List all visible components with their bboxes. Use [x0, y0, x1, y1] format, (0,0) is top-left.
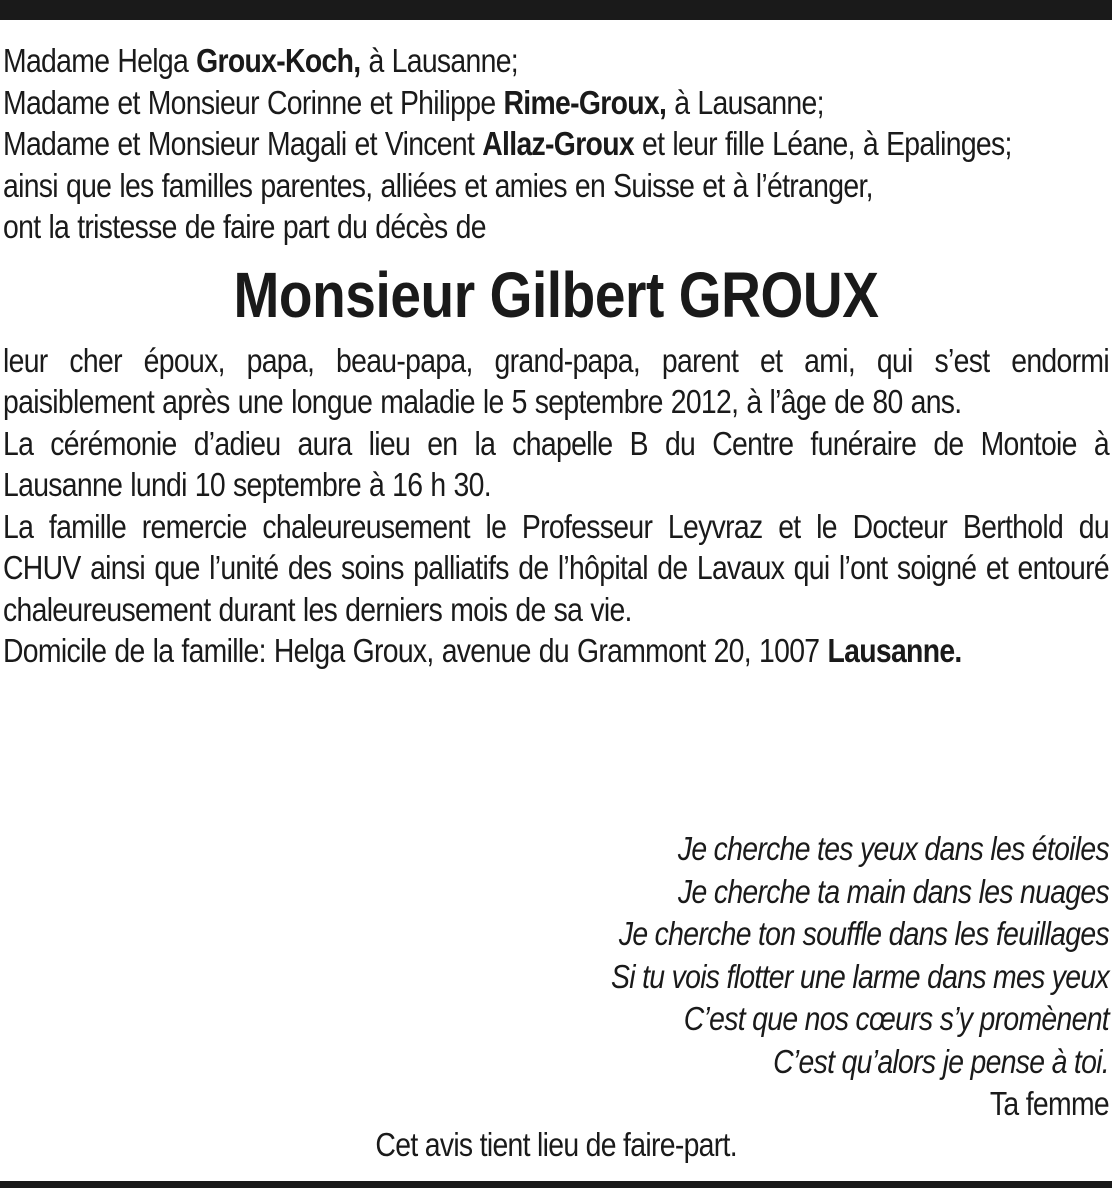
family-line-2: Madame et Monsieur Corinne et Philippe Rime-Groux, à Lausanne;	[3, 83, 824, 121]
obituary-body	[3, 40, 1109, 672]
relatives-line: ainsi que les familles parentes, alliées et amies en Suisse et à l’étranger,	[3, 166, 873, 204]
thanks-paragraph: La famille remercie chaleureusement le Professeur Leyvraz et le Docteur Berthold du CHUV ainsi que l’unité des soins palliatifs de l’hôpital de Lavaux qui l’ont soigné et entouré chaleureusement durant les derniers mois de sa vie.	[3, 507, 1109, 628]
family-line-3: Madame et Monsieur Magali et Vincent Allaz-Groux et leur fille Léane, à Epalinges;	[3, 125, 1012, 162]
family-name-bold: Allaz-Groux	[482, 125, 634, 162]
family-name-bold: Rime-Groux,	[503, 83, 667, 121]
signature: Ta femme	[989, 1085, 1109, 1122]
poem-line: Je cherche ton souffle dans les feuillages	[618, 915, 1109, 952]
intro-line: ont la tristesse de faire part du décès de	[3, 208, 486, 245]
poem-line: Je cherche tes yeux dans les étoiles	[677, 830, 1109, 867]
domicile-city-bold: Lausanne.	[827, 632, 962, 669]
top-border-bar	[0, 0, 1112, 20]
footer-note: Cet avis tient lieu de faire-part.	[375, 1126, 737, 1163]
bottom-border-bar	[0, 1181, 1112, 1188]
poem-line: Si tu vois flotter une larme dans mes yeux	[611, 957, 1109, 995]
poem-block	[209, 828, 1109, 1126]
domicile-line: Domicile de la famille: Helga Groux, avenue du Grammont 20, 1007 Lausanne.	[3, 632, 962, 669]
family-line-1: Madame Helga Groux-Koch, à Lausanne;	[3, 42, 519, 79]
poem-line: C’est que nos cœurs s’y promènent	[683, 1000, 1109, 1037]
poem-line: Je cherche ta main dans les nuages	[678, 872, 1109, 910]
deceased-name-heading: Monsieur Gilbert GROUX	[233, 258, 879, 331]
poem-line: C’est qu’alors je pense à toi.	[773, 1042, 1109, 1080]
body-paragraph: leur cher époux, papa, beau-papa, grand-papa, parent et ami, qui s’est endormi paisiblement après une longue maladie le 5 septembre 2012, à l’âge de 80 ans.	[3, 341, 1109, 420]
ceremony-paragraph: La cérémonie d’adieu aura lieu en la chapelle B du Centre funéraire de Montoie à Lausanne lundi 10 septembre à 16 h 30.	[3, 424, 1109, 503]
family-name-bold: Groux-Koch,	[196, 42, 361, 79]
